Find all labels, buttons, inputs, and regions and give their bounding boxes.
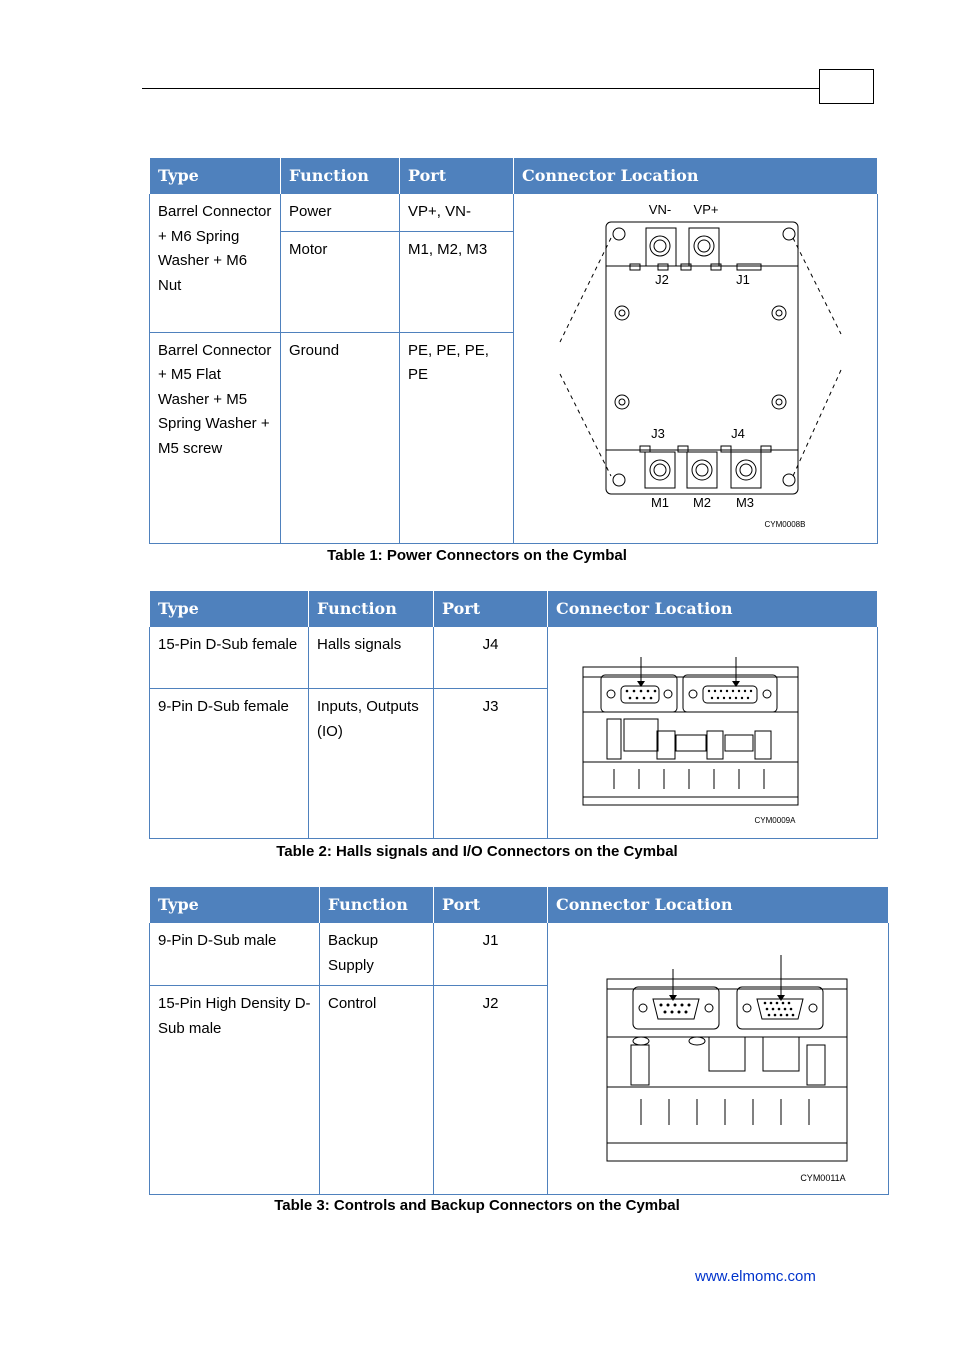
cell-port: PE, PE, PE, PE (400, 332, 514, 543)
motor-label: M2 (692, 495, 711, 510)
pe-screw (772, 306, 786, 320)
jack-tab (689, 228, 719, 266)
cell-function: Backup Supply (320, 923, 434, 986)
col-location-header: Connector Location (548, 591, 878, 627)
mount-hole (613, 474, 625, 486)
table-caption: Table 3: Controls and Backup Connectors on the Cymbal (274, 1197, 680, 1214)
power-connector-figure-cell (514, 194, 878, 544)
control-backup-figure-cell (548, 923, 889, 1195)
connector-housing (737, 987, 823, 1029)
col-function-header: Function (281, 158, 400, 194)
dsub-9-female (621, 686, 659, 703)
jack-label: J1 (735, 272, 750, 287)
module-outline (583, 667, 798, 805)
cell-type: 15-Pin High Density D-Sub male (150, 986, 320, 1194)
col-port-header: Port (434, 591, 548, 627)
mount-hole (613, 228, 625, 240)
pe-screw (772, 395, 786, 409)
col-type-header: Type (150, 591, 309, 627)
control-backup-connectors-table (149, 886, 889, 1195)
jack-label: J2 (654, 272, 669, 287)
top-label: VP+ (693, 202, 718, 217)
terminal-bolt (736, 460, 756, 480)
cell-type: 9-Pin D-Sub female (150, 689, 309, 838)
terminal-bolt (692, 460, 712, 480)
cooling-fins (641, 1099, 809, 1125)
halls-io-connectors-table (149, 590, 878, 839)
cell-function: Motor (281, 232, 400, 333)
footer-link[interactable]: www.elmomc.com (695, 1268, 816, 1285)
col-type-header: Type (150, 887, 320, 923)
col-function-header: Function (320, 887, 434, 923)
module-outline (606, 222, 798, 494)
col-function-header: Function (309, 591, 434, 627)
mount-hole (783, 474, 795, 486)
col-location-header: Connector Location (548, 887, 889, 923)
table-caption: Table 2: Halls signals and I/O Connectors on the Cymbal (276, 843, 678, 860)
cell-port: J1 (434, 923, 548, 986)
motor-label: M3 (735, 495, 754, 510)
table-caption: Table 1: Power Connectors on the Cymbal (327, 547, 627, 564)
figure-code: CYM0008B (764, 520, 805, 529)
power-connectors-table (149, 157, 878, 544)
cell-type: Barrel Connector + M5 Flat Washer + M5 Spring Washer + M5 screw (150, 332, 281, 543)
col-location-header: Connector Location (514, 158, 878, 194)
module-outline (607, 979, 847, 1161)
cell-port: VP+, VN- (400, 194, 514, 232)
dsub-15-female (703, 686, 757, 703)
figure-code: CYM0011A (799, 1173, 846, 1183)
cell-type: Barrel Connector + M6 Spring Washer + M6 Nut (150, 194, 281, 333)
jack-label: J4 (730, 426, 745, 441)
terminal-bolt (650, 236, 670, 256)
control-backup-diagram (549, 923, 888, 1185)
cell-port: J3 (434, 689, 548, 838)
cell-function: Power (281, 194, 400, 232)
col-type-header: Type (150, 158, 281, 194)
pin-row (659, 1002, 794, 1017)
dsub-9-male (653, 999, 699, 1019)
cell-port: J2 (434, 986, 548, 1194)
col-port-header: Port (434, 887, 548, 923)
module-body (606, 266, 798, 450)
page-number-box (819, 69, 874, 104)
top-label: VN- (648, 202, 671, 217)
cell-port: J4 (434, 627, 548, 689)
cell-function: Control (320, 986, 434, 1194)
pe-screw (615, 306, 629, 320)
motor-label: M1 (650, 495, 669, 510)
cell-type: 9-Pin D-Sub male (150, 923, 320, 986)
pe-screw (615, 395, 629, 409)
col-port-header: Port (400, 158, 514, 194)
cell-port: M1, M2, M3 (400, 232, 514, 333)
cooling-fins (614, 769, 764, 789)
power-connector-diagram (515, 194, 877, 534)
figure-code: CYM0009A (754, 816, 795, 825)
halls-io-figure-cell (548, 627, 878, 839)
terminal-bolt (694, 236, 714, 256)
header-rule (142, 88, 820, 89)
cell-function: Inputs, Outputs (IO) (309, 689, 434, 838)
terminal-bolt (650, 460, 670, 480)
connector-housing (633, 987, 719, 1029)
cell-function: Ground (281, 332, 400, 543)
halls-io-diagram (549, 627, 877, 829)
cell-type: 15-Pin D-Sub female (150, 627, 309, 689)
jack-label: J3 (650, 426, 665, 441)
cell-function: Halls signals (309, 627, 434, 689)
connector-housing (601, 675, 677, 712)
